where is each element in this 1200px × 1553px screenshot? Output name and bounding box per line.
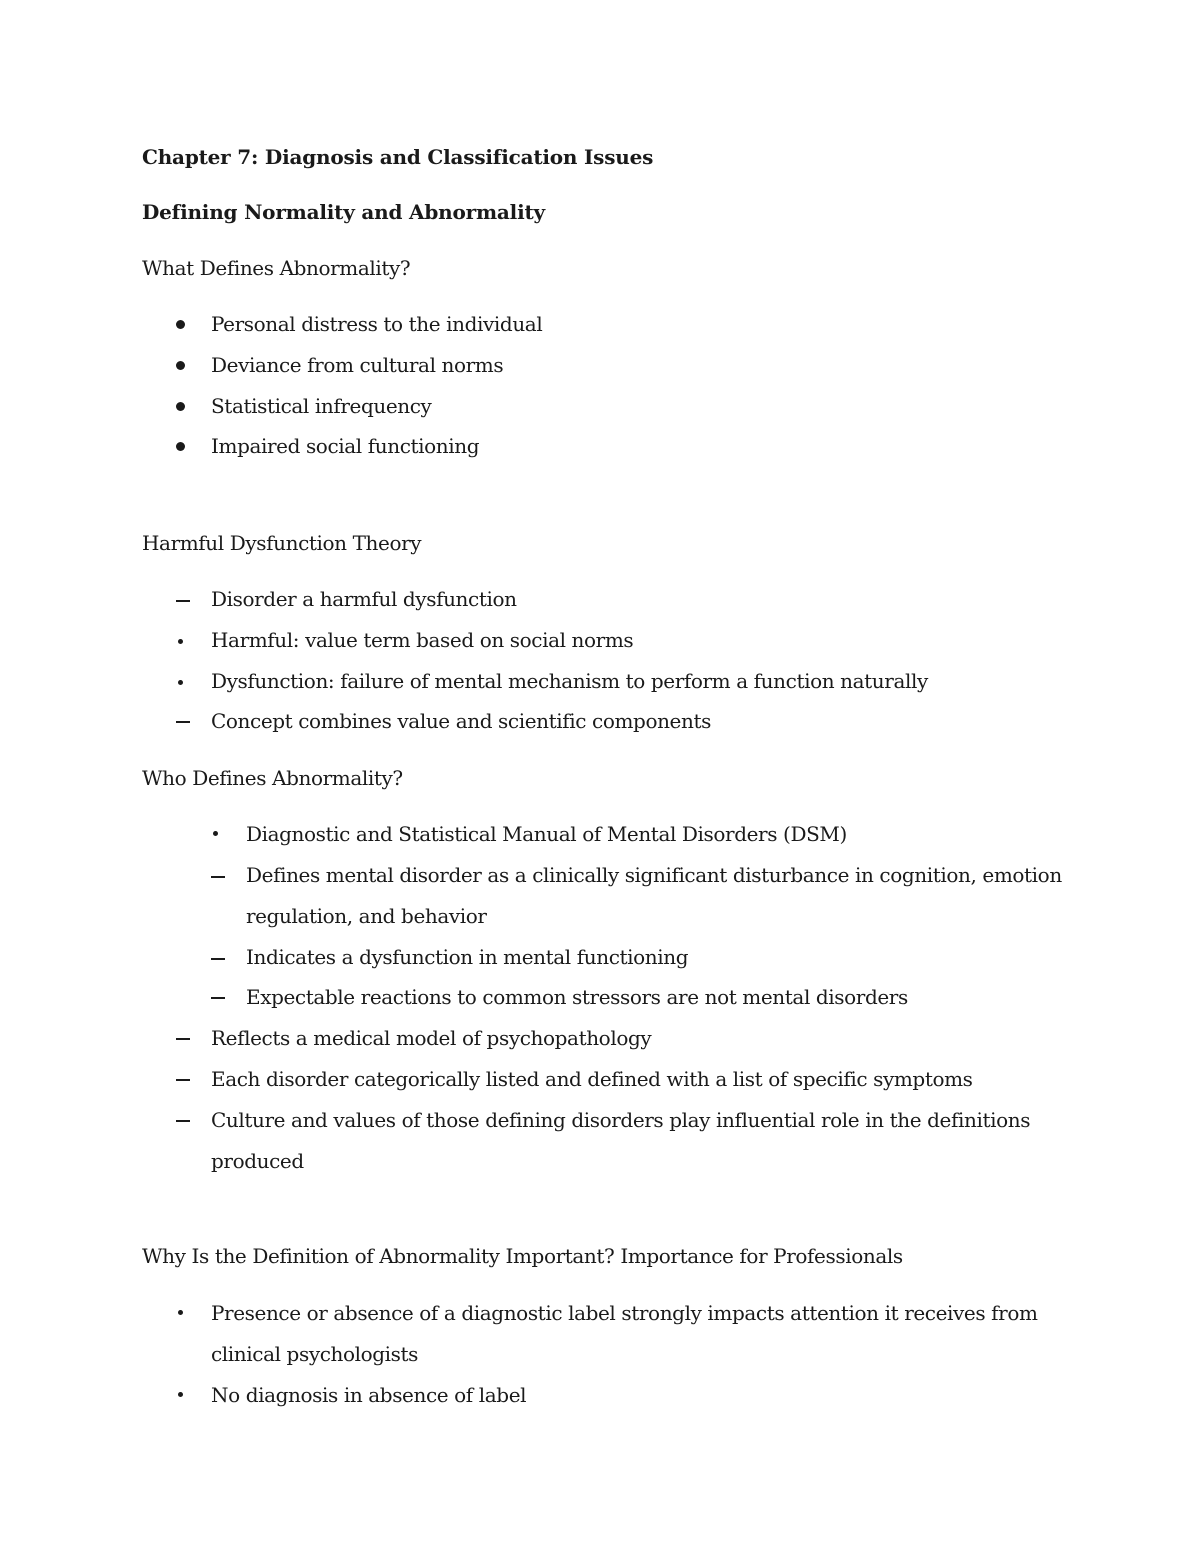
list-item-continuation: produced <box>211 1149 304 1173</box>
chapter-title: Chapter 7: Diagnosis and Classification Issues <box>142 145 654 169</box>
list-item: Statistical infrequency <box>211 394 432 418</box>
bullet-icon <box>178 1310 183 1315</box>
bullet-icon <box>178 639 183 644</box>
list-item: Concept combines value and scientific components <box>211 709 711 733</box>
bullet-icon <box>213 831 218 836</box>
list-item: Presence or absence of a diagnostic label strongly impacts attention it receives from <box>211 1301 1038 1325</box>
list-item: Dysfunction: failure of mental mechanism to perform a function naturally <box>211 669 928 693</box>
list-item: Impaired social functioning <box>211 434 480 458</box>
list-item: Culture and values of those defining disorders play influential role in the definitions <box>211 1108 1031 1132</box>
section-title: Defining Normality and Abnormality <box>142 200 545 224</box>
bullet-icon <box>176 442 185 451</box>
dash-icon <box>211 997 225 999</box>
list-item-continuation: clinical psychologists <box>211 1342 419 1366</box>
dash-icon <box>176 1120 190 1122</box>
dash-icon <box>211 876 225 878</box>
nested-list-item: Defines mental disorder as a clinically significant disturbance in cognition, emotion <box>246 863 1062 887</box>
list-item: Each disorder categorically listed and defined with a list of specific symptoms <box>211 1067 973 1091</box>
nested-list-item: Indicates a dysfunction in mental functioning <box>246 945 689 969</box>
nested-list-item: Expectable reactions to common stressors are not mental disorders <box>246 985 908 1009</box>
list-item: Disorder a harmful dysfunction <box>211 587 517 611</box>
dash-icon <box>176 1038 190 1040</box>
list-item: Personal distress to the individual <box>211 312 543 336</box>
why-important-heading: Why Is the Definition of Abnormality Important? Importance for Professionals <box>142 1244 903 1268</box>
bullet-icon <box>176 361 185 370</box>
dash-icon <box>176 600 190 602</box>
list-item: No diagnosis in absence of label <box>211 1383 527 1407</box>
list-item: Harmful: value term based on social norms <box>211 628 634 652</box>
dash-icon <box>176 721 190 723</box>
who-defines-heading: Who Defines Abnormality? <box>142 766 403 790</box>
dash-icon <box>176 1079 190 1081</box>
bullet-icon <box>176 402 185 411</box>
nested-list-item: Diagnostic and Statistical Manual of Mental Disorders (DSM) <box>246 822 847 846</box>
bullet-icon <box>178 1392 183 1397</box>
what-defines-heading: What Defines Abnormality? <box>142 256 411 280</box>
harmful-dysfunction-heading: Harmful Dysfunction Theory <box>142 531 422 555</box>
nested-list-item-continuation: regulation, and behavior <box>246 904 487 928</box>
list-item: Reflects a medical model of psychopathology <box>211 1026 652 1050</box>
list-item: Deviance from cultural norms <box>211 353 504 377</box>
dash-icon <box>211 958 225 960</box>
bullet-icon <box>178 680 183 685</box>
bullet-icon <box>176 320 185 329</box>
